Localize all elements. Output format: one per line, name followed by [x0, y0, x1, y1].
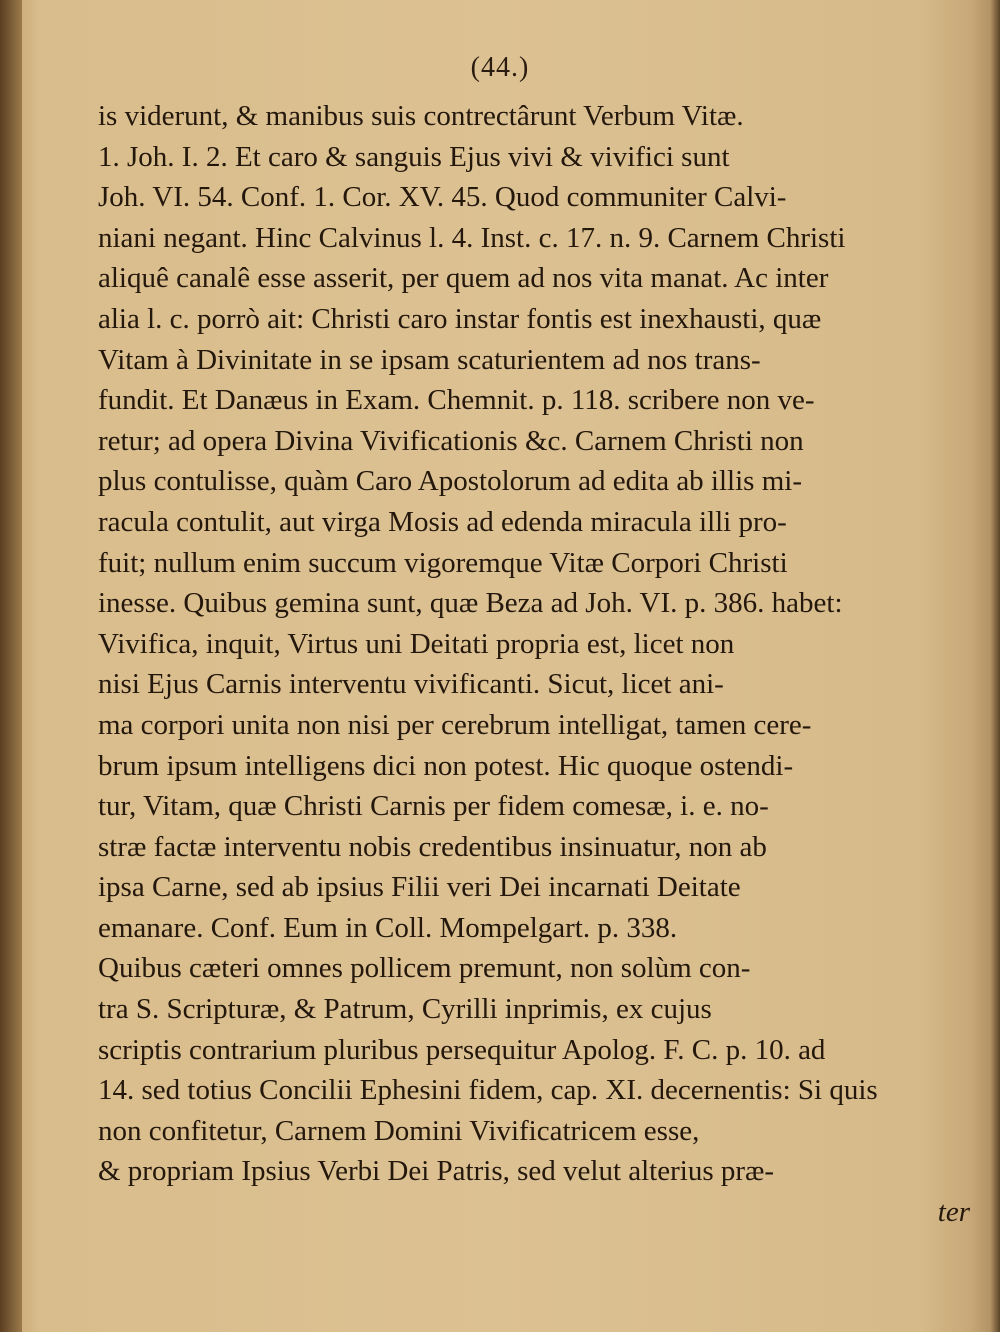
text-line: Vitam à Divinitate in se ipsam scaturientem ad nos trans- — [98, 343, 761, 376]
text-line: is viderunt, & manibus suis contrectârunt Verbum Vitæ. — [98, 100, 744, 132]
text-line: niani negant. Hinc Calvinus l. 4. Inst. c. 17. n. 9. Carnem Christi — [98, 221, 846, 254]
text-line: Quibus cæteri omnes pollicem premunt, non solùm con- — [98, 952, 751, 985]
catchword: ter — [937, 1196, 970, 1229]
text-line: Joh. VI. 54. Conf. 1. Cor. XV. 45. Quod communiter Calvi- — [98, 181, 787, 214]
text-line: retur; ad opera Divina Vivificationis &c. Carnem Christi non — [98, 424, 804, 457]
text-line: emanare. Conf. Eum in Coll. Mompelgart. p. 338. — [98, 911, 678, 944]
page-number: (44.) — [470, 52, 530, 83]
binding-gutter — [0, 0, 22, 1332]
text-line: 1. Joh. I. 2. Et caro & sanguis Ejus vivi & vivifici sunt — [98, 140, 730, 173]
page-edge — [990, 0, 1000, 1332]
text-line: tur, Vitam, quæ Christi Carnis per fidem comesæ, i. e. no- — [98, 790, 769, 823]
body-text — [98, 96, 978, 1233]
text-line: racula contulit, aut virga Mosis ad edenda miracula illi pro- — [98, 505, 787, 538]
text-line: alia l. c. porrò ait: Christi caro instar fontis est inexhausti, quæ — [98, 302, 822, 335]
text-line: inesse. Quibus gemina sunt, quæ Beza ad Joh. VI. p. 386. habet: — [98, 587, 843, 620]
text-line: Vivifica, inquit, Virtus uni Deitati propria est, licet non — [98, 627, 735, 660]
text-line: stræ factæ interventu nobis credentibus insinuatur, non ab — [98, 830, 767, 863]
text-line: 14. sed totius Concilii Ephesini fidem, cap. XI. decernentis: Si quis — [98, 1074, 878, 1107]
text-line: tra S. Scripturæ, & Patrum, Cyrilli inprimis, ex cujus — [98, 993, 712, 1026]
text-line: non confitetur, Carnem Domini Vivificatricem esse, — [98, 1114, 700, 1147]
text-line: aliquê canalê esse asserit, per quem ad nos vita manat. Ac inter — [98, 262, 829, 295]
text-line: ma corpori unita non nisi per cerebrum intelligat, tamen cere- — [98, 708, 812, 741]
text-line: fundit. Et Danæus in Exam. Chemnit. p. 118. scribere non ve- — [98, 384, 815, 417]
text-line: fuit; nullum enim succum vigoremque Vitæ Corpori Christi — [98, 546, 788, 579]
text-line: plus contulisse, quàm Caro Apostolorum ad edita ab illis mi- — [98, 465, 802, 498]
text-line: brum ipsum intelligens dici non potest. Hic quoque ostendi- — [98, 749, 794, 782]
text-line: nisi Ejus Carnis interventu vivificanti. Sicut, licet ani- — [98, 668, 724, 701]
text-line: scriptis contrarium pluribus persequitur Apolog. F. C. p. 10. ad — [98, 1033, 826, 1066]
text-line: ipsa Carne, sed ab ipsius Filii veri Dei incarnati Deitate — [98, 871, 741, 904]
text-line: & propriam Ipsius Verbi Dei Patris, sed velut alterius præ- — [98, 1155, 775, 1188]
